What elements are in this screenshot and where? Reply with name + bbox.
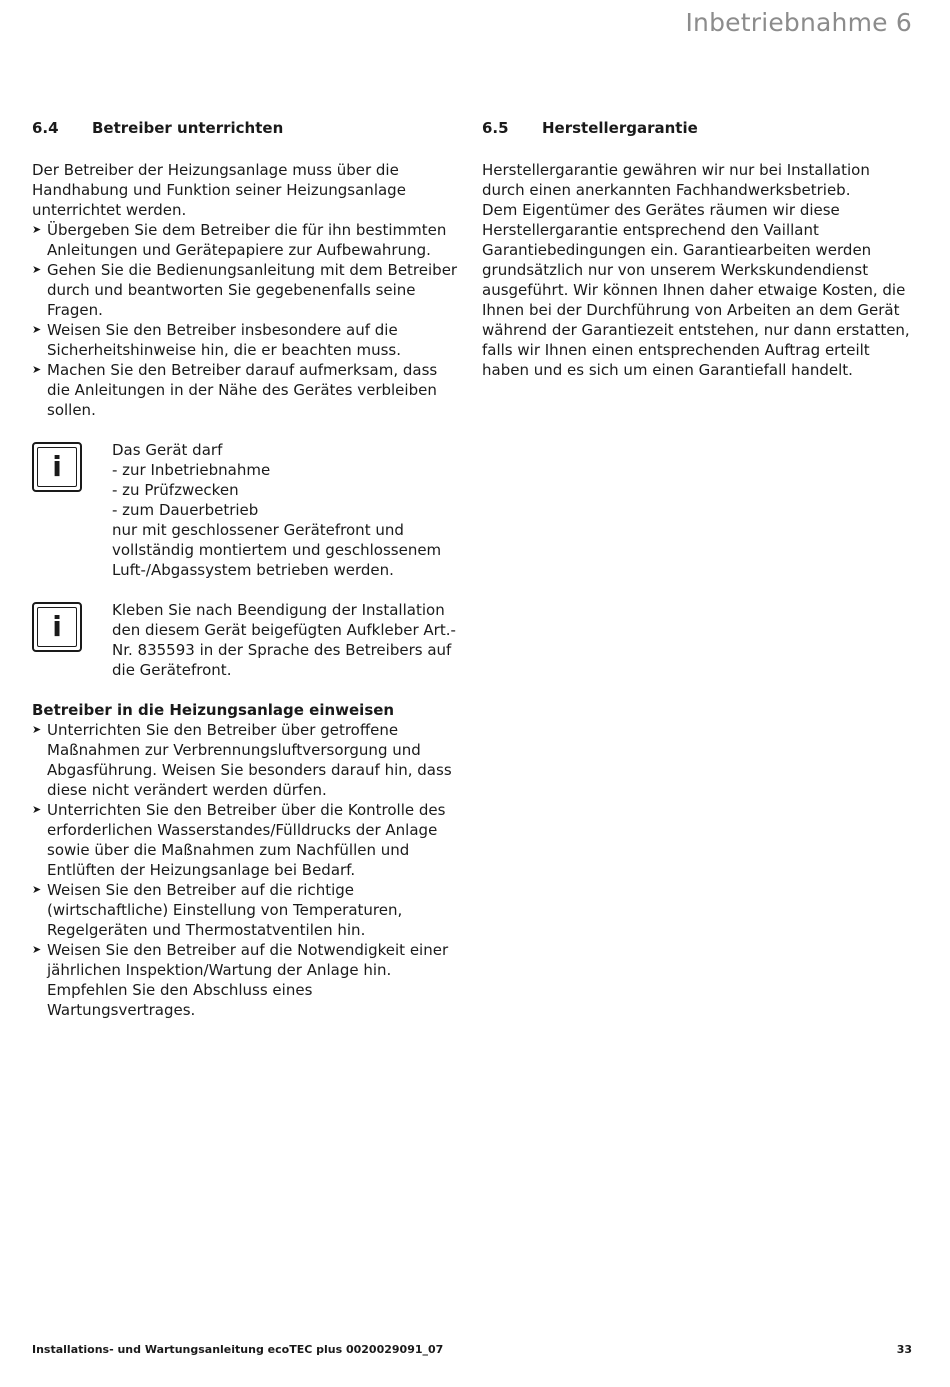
warranty-paragraph: Dem Eigentümer des Gerätes räumen wir diese Herstellergarantie entsprechend den Vaillant Garantiebedingungen ein. Garantiearbeiten werden grundsätzlich nur von unserem Werkskundendienst ausgeführt. Wir können Ihnen daher etwaige Kosten, die Ihnen bei der Durchführung von Arbeiten an dem Gerät während der Garantiezeit entstehen, nur dann erstatten, falls wir Ihnen einen entsprechenden Auftrag erteilt haben und es sich um einen Garantiefall handelt. xyxy=(482,201,910,379)
arrow-bullet-icon: ➤ xyxy=(32,883,42,896)
info-icon xyxy=(32,602,82,652)
info-note-line: - zu Prüfzwecken xyxy=(112,481,239,499)
info-note-operation xyxy=(32,440,464,580)
list-item xyxy=(32,800,464,880)
list-item-text: Übergeben Sie dem Betreiber die für ihn bestimmten Anleitungen und Gerätepapiere zur Aufbewahrung. xyxy=(47,221,447,259)
list-item xyxy=(32,320,464,360)
info-note-line: - zum Dauerbetrieb xyxy=(112,501,259,519)
list-item-text: Weisen Sie den Betreiber auf die Notwendigkeit einer jährlichen Inspektion/Wartung der Anlage hin. Empfehlen Sie den Abschluss eines Wartungsvertrages. xyxy=(47,941,449,1019)
list-item xyxy=(32,720,464,800)
subheading: Betreiber in die Heizungsanlage einweisen xyxy=(32,701,395,719)
info-note-line: - zur Inbetriebnahme xyxy=(112,461,271,479)
section-title: Herstellergarantie xyxy=(542,119,698,137)
list-item-text: Machen Sie den Betreiber darauf aufmerksam, dass die Anleitungen in der Nähe des Gerätes verbleiben sollen. xyxy=(47,361,438,419)
list-item xyxy=(32,940,464,1020)
list-item xyxy=(32,260,464,320)
chapter-title: Inbetriebnahme 6 xyxy=(685,8,912,37)
footer-document-title: Installations- und Wartungsanleitung ecoTEC plus 0020029091_07 xyxy=(32,1343,444,1356)
list-item xyxy=(32,360,464,420)
section-number: 6.5 xyxy=(482,119,509,137)
page-footer xyxy=(32,1343,912,1356)
left-column xyxy=(32,118,464,1020)
info-note-text: Kleben Sie nach Beendigung der Installation den diesem Gerät beigefügten Aufkleber Art.-Nr. 835593 in der Sprache des Betreibers auf die Gerätefront. xyxy=(112,601,456,679)
instruction-list xyxy=(32,220,464,420)
arrow-bullet-icon: ➤ xyxy=(32,363,42,376)
list-item-text: Weisen Sie den Betreiber insbesondere auf die Sicherheitshinweise hin, die er beachten muss. xyxy=(47,321,401,359)
list-item-text: Weisen Sie den Betreiber auf die richtige (wirtschaftliche) Einstellung von Temperaturen, Regelgeräten und Thermostatventilen hin. xyxy=(47,881,403,939)
intro-paragraph: Der Betreiber der Heizungsanlage muss über die Handhabung und Funktion seiner Heizungsanlage unterrichtet werden. xyxy=(32,161,406,219)
arrow-bullet-icon: ➤ xyxy=(32,943,42,956)
instruction-list-2 xyxy=(32,720,464,1020)
section-heading-6-5 xyxy=(482,118,914,140)
right-column xyxy=(482,118,914,380)
list-item-text: Gehen Sie die Bedienungsanleitung mit dem Betreiber durch und beantworten Sie gegebenenfalls seine Fragen. xyxy=(47,261,458,319)
info-note-line: nur mit geschlossener Gerätefront und vollständig montiertem und geschlossenem Luft-/Abgassystem betrieben werden. xyxy=(112,521,442,579)
list-item-text: Unterrichten Sie den Betreiber über getroffene Maßnahmen zur Verbrennungsluftversorgung und Abgasführung. Weisen Sie besonders darauf hin, dass diese nicht verändert werden dürfen. xyxy=(47,721,452,799)
section-title: Betreiber unterrichten xyxy=(92,119,284,137)
section-number: 6.4 xyxy=(32,119,59,137)
info-note-line: Das Gerät darf xyxy=(112,441,223,459)
arrow-bullet-icon: ➤ xyxy=(32,323,42,336)
arrow-bullet-icon: ➤ xyxy=(32,263,42,276)
info-icon-glyph: i xyxy=(37,607,77,647)
arrow-bullet-icon: ➤ xyxy=(32,723,42,736)
info-icon xyxy=(32,442,82,492)
info-note-sticker xyxy=(32,600,464,680)
warranty-paragraph: Herstellergarantie gewähren wir nur bei Installation durch einen anerkannten Fachhandwerksbetrieb. xyxy=(482,161,870,199)
list-item-text: Unterrichten Sie den Betreiber über die Kontrolle des erforderlichen Wasserstandes/Fülldrucks der Anlage sowie über die Maßnahmen zum Nachfüllen und Entlüften der Heizungsanlage bei Bedarf. xyxy=(47,801,446,879)
arrow-bullet-icon: ➤ xyxy=(32,223,42,236)
list-item xyxy=(32,880,464,940)
info-icon-glyph: i xyxy=(37,447,77,487)
section-heading-6-4 xyxy=(32,118,464,140)
page-number: 33 xyxy=(896,1343,912,1356)
arrow-bullet-icon: ➤ xyxy=(32,803,42,816)
list-item xyxy=(32,220,464,260)
